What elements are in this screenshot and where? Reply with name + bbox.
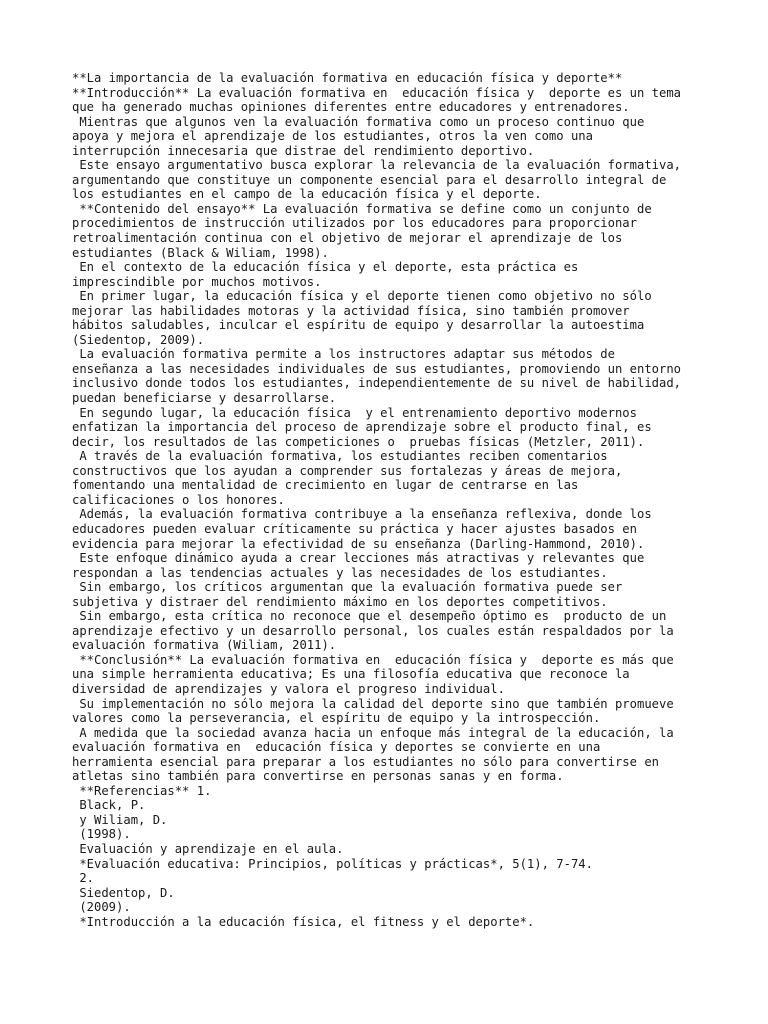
text-line: Su implementación no sólo mejora la calidad del deporte sino que también promueve <box>72 696 674 711</box>
text-line: Evaluación y aprendizaje en el aula. <box>72 841 344 856</box>
text-line: evidencia para mejorar la efectividad de su enseñanza (Darling-Hammond, 2010). <box>72 536 645 551</box>
text-line: argumentando que constituye un componente esencial para el desarrollo integral de <box>72 172 667 187</box>
text-line: herramienta esencial para preparar a los estudiantes no sólo para convertirse en <box>72 754 659 769</box>
text-line: **La importancia de la evaluación formativa en educación física y deporte** <box>72 71 623 85</box>
text-line: *Introducción a la educación física, el fitness y el deporte*. <box>72 914 535 929</box>
text-line: **Conclusión** La evaluación formativa en educación física y deporte es más que <box>72 652 674 667</box>
text-line: respondan a las tendencias actuales y las necesidades de los estudiantes. <box>72 565 608 580</box>
text-line: La evaluación formativa permite a los instructores adaptar sus métodos de <box>72 347 615 362</box>
document-body <box>72 71 732 929</box>
text-line: enseñanza a las necesidades individuales de sus estudiantes, promoviendo un entorno <box>72 361 682 376</box>
text-line: retroalimentación continua con el objetivo de mejorar el aprendizaje de los <box>72 231 623 246</box>
text-line: los estudiantes en el campo de la educación física y el deporte. <box>72 187 542 202</box>
text-line: En el contexto de la educación física y el deporte, esta práctica es <box>72 260 579 275</box>
text-line: (1998). <box>72 827 131 842</box>
text-line: evaluación formativa en educación física y deportes se convierte en una <box>72 740 601 755</box>
text-line: A medida que la sociedad avanza hacia un enfoque más integral de la educación, la <box>72 725 674 740</box>
text-line: 2. <box>72 871 95 886</box>
text-line: calificaciones o los honores. <box>72 492 285 507</box>
text-line: subjetiva y distraer del rendimiento máximo en los deportes competitivos. <box>72 594 608 609</box>
text-line: A través de la evaluación formativa, los estudiantes reciben comentarios <box>72 449 608 464</box>
text-line: atletas sino también para convertirse en personas sanas y en forma. <box>72 769 564 784</box>
text-line: imprescindible por muchos motivos. <box>72 274 322 289</box>
text-line: (2009). <box>72 900 131 915</box>
text-line: Mientras que algunos ven la evaluación formativa como un proceso continuo que <box>72 114 645 129</box>
text-line: diversidad de aprendizajes y valora el progreso individual. <box>72 681 505 696</box>
text-line: decir, los resultados de las competiciones o pruebas físicas (Metzler, 2011). <box>72 434 645 449</box>
text-line: Sin embargo, esta crítica no reconoce que el desempeño óptimo es producto de un <box>72 609 667 624</box>
text-line: fomentando una mentalidad de crecimiento en lugar de centrarse en las <box>72 478 579 493</box>
text-line: **Referencias** 1. <box>72 783 212 798</box>
text-line: puedan beneficiarse y desarrollarse. <box>72 391 337 406</box>
text-line: (Siedentop, 2009). <box>72 332 205 347</box>
text-line: constructivos que los ayudan a comprender sus fortalezas y áreas de mejora, <box>72 463 623 478</box>
text-line: y Wiliam, D. <box>72 812 168 827</box>
text-line: En primer lugar, la educación física y el deporte tienen como objetivo no sólo <box>72 289 652 304</box>
text-line: hábitos saludables, inculcar el espíritu de equipo y desarrollar la autoestima <box>72 318 645 333</box>
text-line: aprendizaje efectivo y un desarrollo personal, los cuales están respaldados por la <box>72 623 674 638</box>
text-line: Además, la evaluación formativa contribuye a la enseñanza reflexiva, donde los <box>72 507 652 522</box>
text-line: educadores pueden evaluar críticamente su práctica y hacer ajustes basados en <box>72 521 637 536</box>
text-line: procedimientos de instrucción utilizados por los educadores para proporcionar <box>72 216 637 231</box>
text-line: Este enfoque dinámico ayuda a crear lecciones más atractivas y relevantes que <box>72 551 645 566</box>
text-line: evaluación formativa (Wiliam, 2011). <box>72 638 337 653</box>
text-line: Black, P. <box>72 798 146 813</box>
text-line: enfatizan la importancia del proceso de aprendizaje sobre el producto final, es <box>72 420 652 435</box>
text-line: estudiantes (Black & Wiliam, 1998). <box>72 245 329 260</box>
text-line: que ha generado muchas opiniones diferentes entre educadores y entrenadores. <box>72 100 630 115</box>
text-line: Este ensayo argumentativo busca explorar la relevancia de la evaluación formativa, <box>72 158 682 173</box>
text-line: **Introducción** La evaluación formativa en educación física y deporte es un tema <box>72 85 682 100</box>
text-line: una simple herramienta educativa; Es una filosofía educativa que reconoce la <box>72 667 630 682</box>
text-line: apoya y mejora el aprendizaje de los estudiantes, otros la ven como una <box>72 129 593 144</box>
text-line: inclusivo donde todos los estudiantes, independientemente de su nivel de habilidad, <box>72 376 682 391</box>
text-line: Sin embargo, los críticos argumentan que la evaluación formativa puede ser <box>72 580 623 595</box>
text-line: interrupción innecesaria que distrae del rendimiento deportivo. <box>72 143 535 158</box>
text-line: **Contenido del ensayo** La evaluación formativa se define como un conjunto de <box>72 201 652 216</box>
text-line: valores como la perseverancia, el espíritu de equipo y la introspección. <box>72 711 601 726</box>
text-line: Siedentop, D. <box>72 885 175 900</box>
text-line: *Evaluación educativa: Principios, políticas y prácticas*, 5(1), 7-74. <box>72 856 593 871</box>
text-line: mejorar las habilidades motoras y la actividad física, sino también promover <box>72 303 630 318</box>
text-line: En segundo lugar, la educación física y el entrenamiento deportivo modernos <box>72 405 637 420</box>
